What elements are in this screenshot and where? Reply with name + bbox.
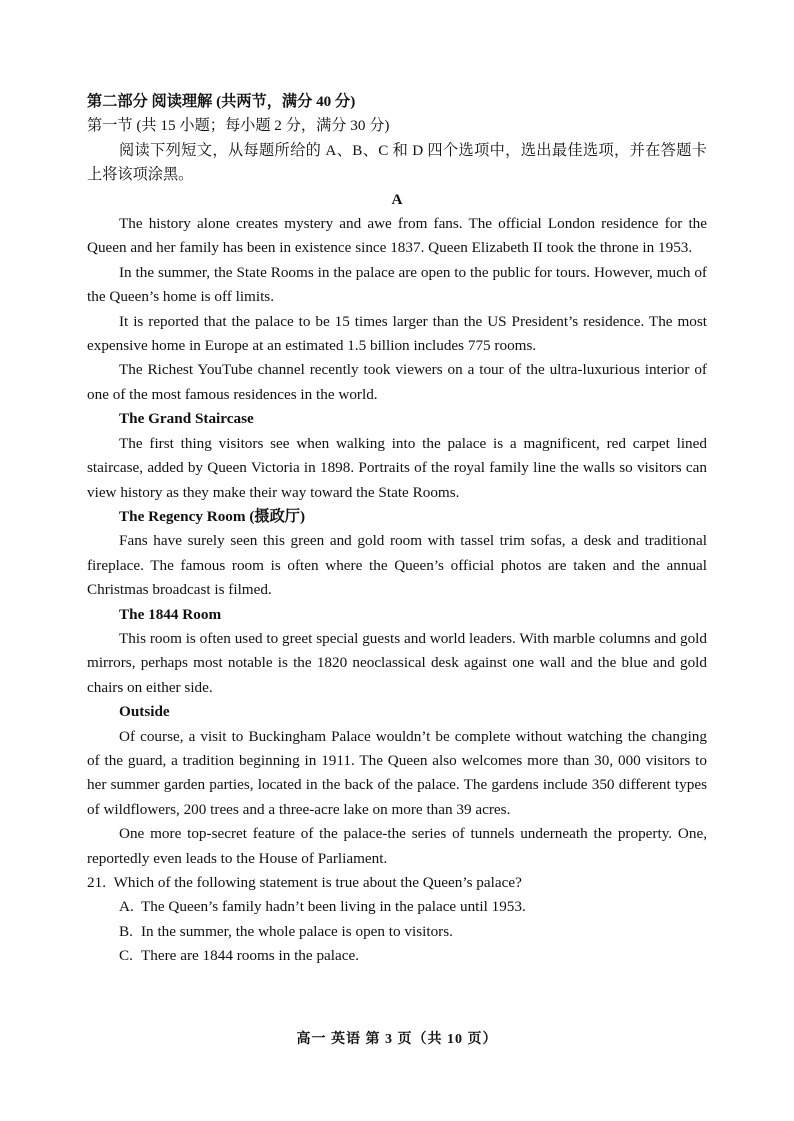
intro-paragraph: The Richest YouTube channel recently took viewers on a tour of the ultra-luxurious interior of one of the most famous residences in the world. [87,361,707,403]
option-c[interactable] [87,944,707,968]
part-title: 第二部分 阅读理解 (共两节，满分 40 分) [87,93,356,110]
section-paragraph: Of course, a visit to Buckingham Palace wouldn’t be complete without watching the changing of the guard, a tradition beginning in 1911. The Queen also welcomes more than 30, 000 visitors to her summer garden parties, located in the back of the palace. The gardens include 350 different types of wildflowers, 200 trees and a three-acre lake on more than 39 acres. [87,727,707,818]
section-paragraph: One more top-secret feature of the palace-the series of tunnels underneath the property. One, reportedly even leads to the House of Parliament. [87,825,707,867]
question-stem [87,871,707,895]
section-paragraph: Fans have surely seen this green and gold room with tassel trim sofas, a desk and traditional fireplace. The famous room is often where the Queen’s official photos are taken and the annual Christmas broadcast is filmed. [87,532,707,599]
page-footer: 高一 英语 第 3 页（共 10 页） [296,1032,498,1047]
option-a[interactable] [87,895,707,919]
option-text: The Queen’s family hadn’t been living in the palace until 1953. [141,898,526,916]
option-letter: B. [119,922,133,940]
option-letter: C. [119,947,133,965]
intro-paragraph: It is reported that the palace to be 15 times larger than the US President’s residence. The most expensive home in Europe at an estimated 1.5 billion includes 775 rooms. [87,312,707,355]
section-heading: The Grand Staircase [119,410,254,428]
option-b[interactable] [87,920,707,944]
section-heading: The Regency Room (摄政厅) [119,507,306,525]
passage-label: A [391,190,403,208]
intro-paragraph: The history alone creates mystery and awe from fans. The official London residence for the Queen and her family has been in existence since 1837. Queen Elizabeth II took the throne in 1953. [87,215,707,257]
page-content [87,90,707,969]
intro-paragraph: In the summer, the State Rooms in the palace are open to the public for tours. However, much of the Queen’s home is off limits. [87,263,707,306]
question-text: Which of the following statement is true about the Queen’s palace? [113,874,522,891]
section-title: 第一节 (共 15 小题；每小题 2 分，满分 30 分) [87,117,390,135]
section-heading: Outside [119,703,170,721]
option-letter: A. [119,898,134,916]
option-text: There are 1844 rooms in the palace. [141,947,360,965]
question-number: 21. [87,874,106,891]
instruction: 阅读下列短文，从每题所给的 A、B、C 和 D 四个选项中，选出最佳选项，并在答题卡上将该项涂黑。 [87,141,707,184]
section-heading: The 1844 Room [119,605,222,623]
section-paragraph: This room is often used to greet special guests and world leaders. With marble columns and gold mirrors, perhaps most notable is the 1820 neoclassical desk against one wall and the blue and gold chairs on either side. [87,629,707,696]
section-paragraph: The first thing visitors see when walking into the palace is a magnificent, red carpet lined staircase, added by Queen Victoria in 1898. Portraits of the royal family line the walls so visitors can view history as they make their way toward the State Rooms. [87,434,707,501]
option-text: In the summer, the whole palace is open to visitors. [141,922,453,940]
